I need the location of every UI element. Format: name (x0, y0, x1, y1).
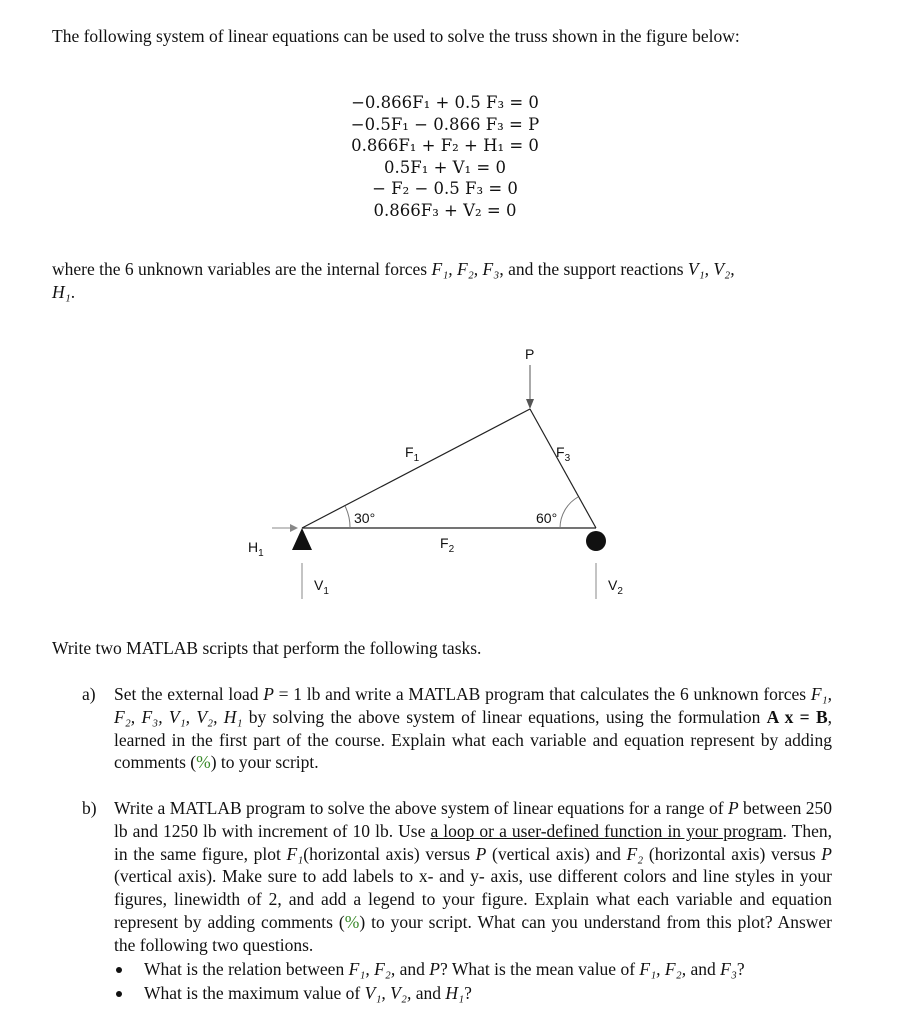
unknowns-paragraph: where the 6 unknown variables are the internal forces F₁, F₂, F₃, and the support reactions V₁, V₂, H₁. (52, 259, 735, 302)
equation-3: 0.866F₁ + F₂ + H₁ = 0 (351, 136, 539, 156)
equation-1: −0.866F₁ + 0.5 F₃ = 0 (351, 93, 539, 112)
label-f1: $F_1$ (405, 444, 420, 464)
label-p: P (525, 346, 535, 362)
question-list (114, 958, 874, 1005)
angle-arc-right (560, 497, 578, 528)
equation-5: − F₂ − 0.5 F₃ = 0 (372, 179, 518, 199)
label-f2: $F_2$ (440, 535, 455, 555)
label-v1: $V_1$ (314, 577, 329, 597)
equation-2: −0.5F₁ − 0.866 F₃ = P (350, 114, 540, 134)
task-b (82, 797, 832, 957)
load-arrow-head (526, 399, 534, 409)
equation-system (300, 92, 590, 222)
task-a-letter: a) (82, 684, 96, 704)
task-a-text: Set the external load P = 1 lb and write a MATLAB program that calculates the 6 unknown forces F₁, F₂, F₃, V₁, V₂, H₁ by solving the above system of linear equations, using the formulation A x = B, learned in the first part of the course. Explain what each variable and equation represent by adding comments (%) to your script. (114, 684, 833, 773)
label-f3: $F_3$ (556, 444, 571, 464)
angle-left-label: 30° (354, 510, 376, 526)
truss-figure (230, 335, 630, 605)
label-h1: $H_1$ (248, 539, 264, 559)
truss-diagram (230, 335, 630, 605)
question-1: What is the relation between F₁, F₂, and P? What is the mean value of F₁, F₂, and F₃? (114, 958, 874, 982)
angle-right-label: 60° (536, 510, 558, 526)
bullet-dot (116, 967, 122, 973)
label-v2: $V_2$ (608, 577, 623, 597)
member-f1 (302, 409, 530, 528)
pin-support (292, 528, 312, 550)
h1-arrow-head (290, 524, 298, 532)
task-b-text: Write a MATLAB program to solve the above system of linear equations for a range of P between 250 lb and 1250 lb with increment of 10 lb. Use a loop or a user-defined function in your program. Then, in the same figure, plot F₁(horizontal axis) versus P (vertical axis) and F₂ (horizontal axis) versus P (vertical axis). Make sure to add labels to x- and y- axis, use different colors and line styles in your figures, linewidth of 2, and add a legend to your figure. Explain what each variable and equation represent by adding comments (%) to your script. What can you understand from this plot? Answer the following two questions. (114, 798, 832, 955)
question-2: What is the maximum value of V₁, V₂, and H₁? (114, 982, 874, 1006)
task-a (82, 683, 832, 774)
bullet-dot (116, 991, 122, 997)
angle-arc-left (345, 506, 350, 528)
tasks-intro: Write two MATLAB scripts that perform the following tasks. (52, 638, 482, 658)
equation-6: 0.866F₃ + V₂ = 0 (373, 200, 517, 220)
roller-support (586, 531, 606, 551)
intro-paragraph: The following system of linear equations can be used to solve the truss shown in the figure below: (52, 26, 740, 46)
equation-4: 0.5F₁ + V₁ = 0 (384, 157, 506, 177)
task-b-letter: b) (82, 798, 97, 818)
